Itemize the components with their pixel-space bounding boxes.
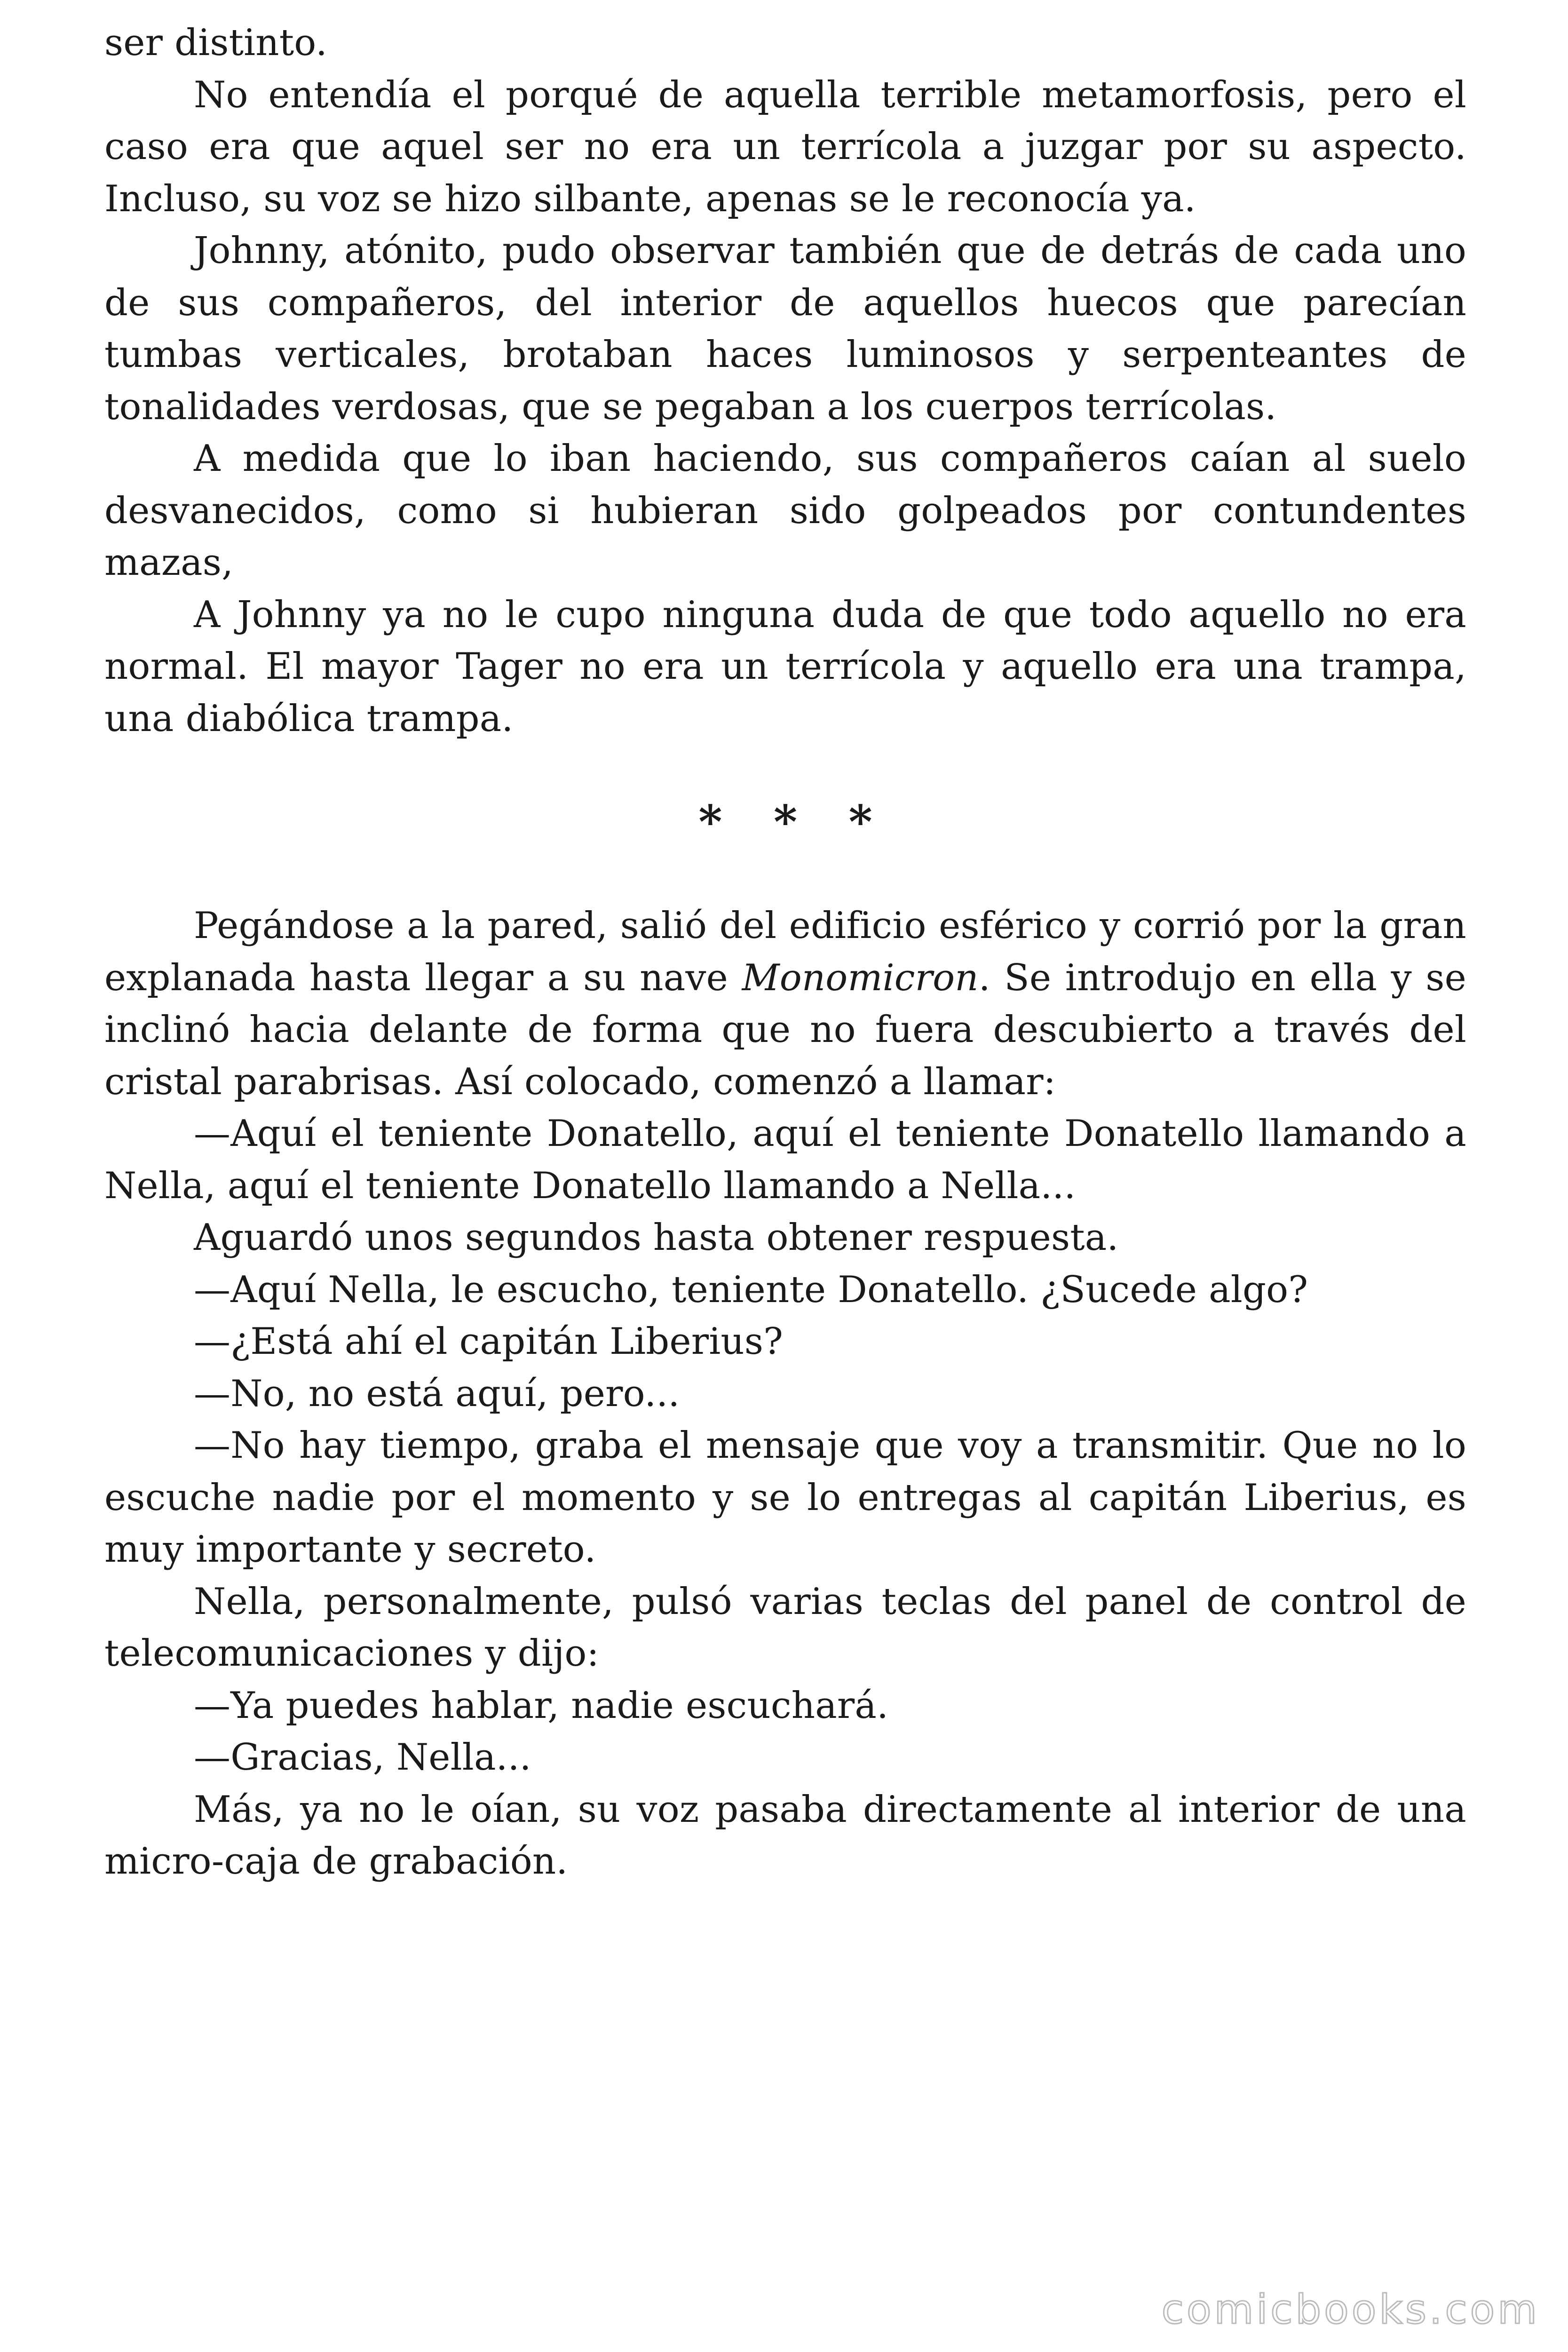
- paragraph: —Ya puedes hablar, nadie escuchará.: [194, 1684, 889, 1727]
- paragraph: A Johnny ya no le cupo ninguna duda de que todo aquello no era normal. El mayor Tager no era un terrícola y aquello era una trampa, una diabólica trampa.: [104, 593, 1466, 740]
- paragraph: —Gracias, Nella...: [194, 1736, 531, 1779]
- ship-name: Monomicron: [742, 956, 979, 999]
- section-1: [104, 17, 1466, 745]
- paragraph-text: Pegándose a la pared, salió del edificio esférico y corrió por la gran explanada hasta llegar a su nave: [104, 905, 1466, 999]
- section-2: [104, 900, 1466, 1888]
- paragraph: [104, 900, 1466, 1108]
- paragraph: —Aquí Nella, le escucho, teniente Donatello. ¿Sucede algo?: [194, 1268, 1308, 1311]
- paragraph: —No, no está aquí, pero...: [194, 1372, 680, 1415]
- paragraph: A medida que lo iban haciendo, sus compañeros caían al suelo desvanecidos, como si hubieran sido golpeados por contundentes mazas,: [104, 437, 1466, 584]
- paragraph: —Aquí el teniente Donatello, aquí el teniente Donatello llamando a Nella, aquí el teniente Donatello llamando a Nella...: [104, 1112, 1466, 1207]
- paragraph-text: . Se introdujo en ella y se inclinó hacia delante de forma que no fuera descubierto a través del cristal parabrisas. Así colocado, comenzó a llamar:: [104, 956, 1467, 1103]
- paragraph: —No hay tiempo, graba el mensaje que voy a transmitir. Que no lo escuche nadie por el momento y se lo entregas al capitán Liberius, es muy importante y secreto.: [104, 1424, 1466, 1571]
- paragraph: —¿Está ahí el capitán Liberius?: [194, 1320, 784, 1363]
- paragraph: Aguardó unos segundos hasta obtener respuesta.: [194, 1216, 1119, 1259]
- section-separator: * * *: [698, 795, 890, 849]
- watermark: comicbooks.com: [1161, 2286, 1540, 2333]
- paragraph: No entendía el porqué de aquella terrible metamorfosis, pero el caso era que aquel ser no era un terrícola a juzgar por su aspecto. Incluso, su voz se hizo silbante, apenas se le reconocía ya.: [104, 73, 1466, 220]
- paragraph: ser distinto.: [104, 22, 328, 64]
- paragraph: Nella, personalmente, pulsó varias teclas del panel de control de telecomunicaciones y dijo:: [104, 1580, 1466, 1675]
- paragraph: Johnny, atónito, pudo observar también que de detrás de cada uno de sus compañeros, del interior de aquellos huecos que parecían tumbas verticales, brotaban haces luminosos y serpenteantes de tonalidades verdosas, que se pegaban a los cuerpos terrícolas.: [104, 230, 1466, 428]
- paragraph: Más, ya no le oían, su voz pasaba directamente al interior de una micro-caja de grabación.: [104, 1788, 1466, 1883]
- text-block: [104, 17, 1466, 1888]
